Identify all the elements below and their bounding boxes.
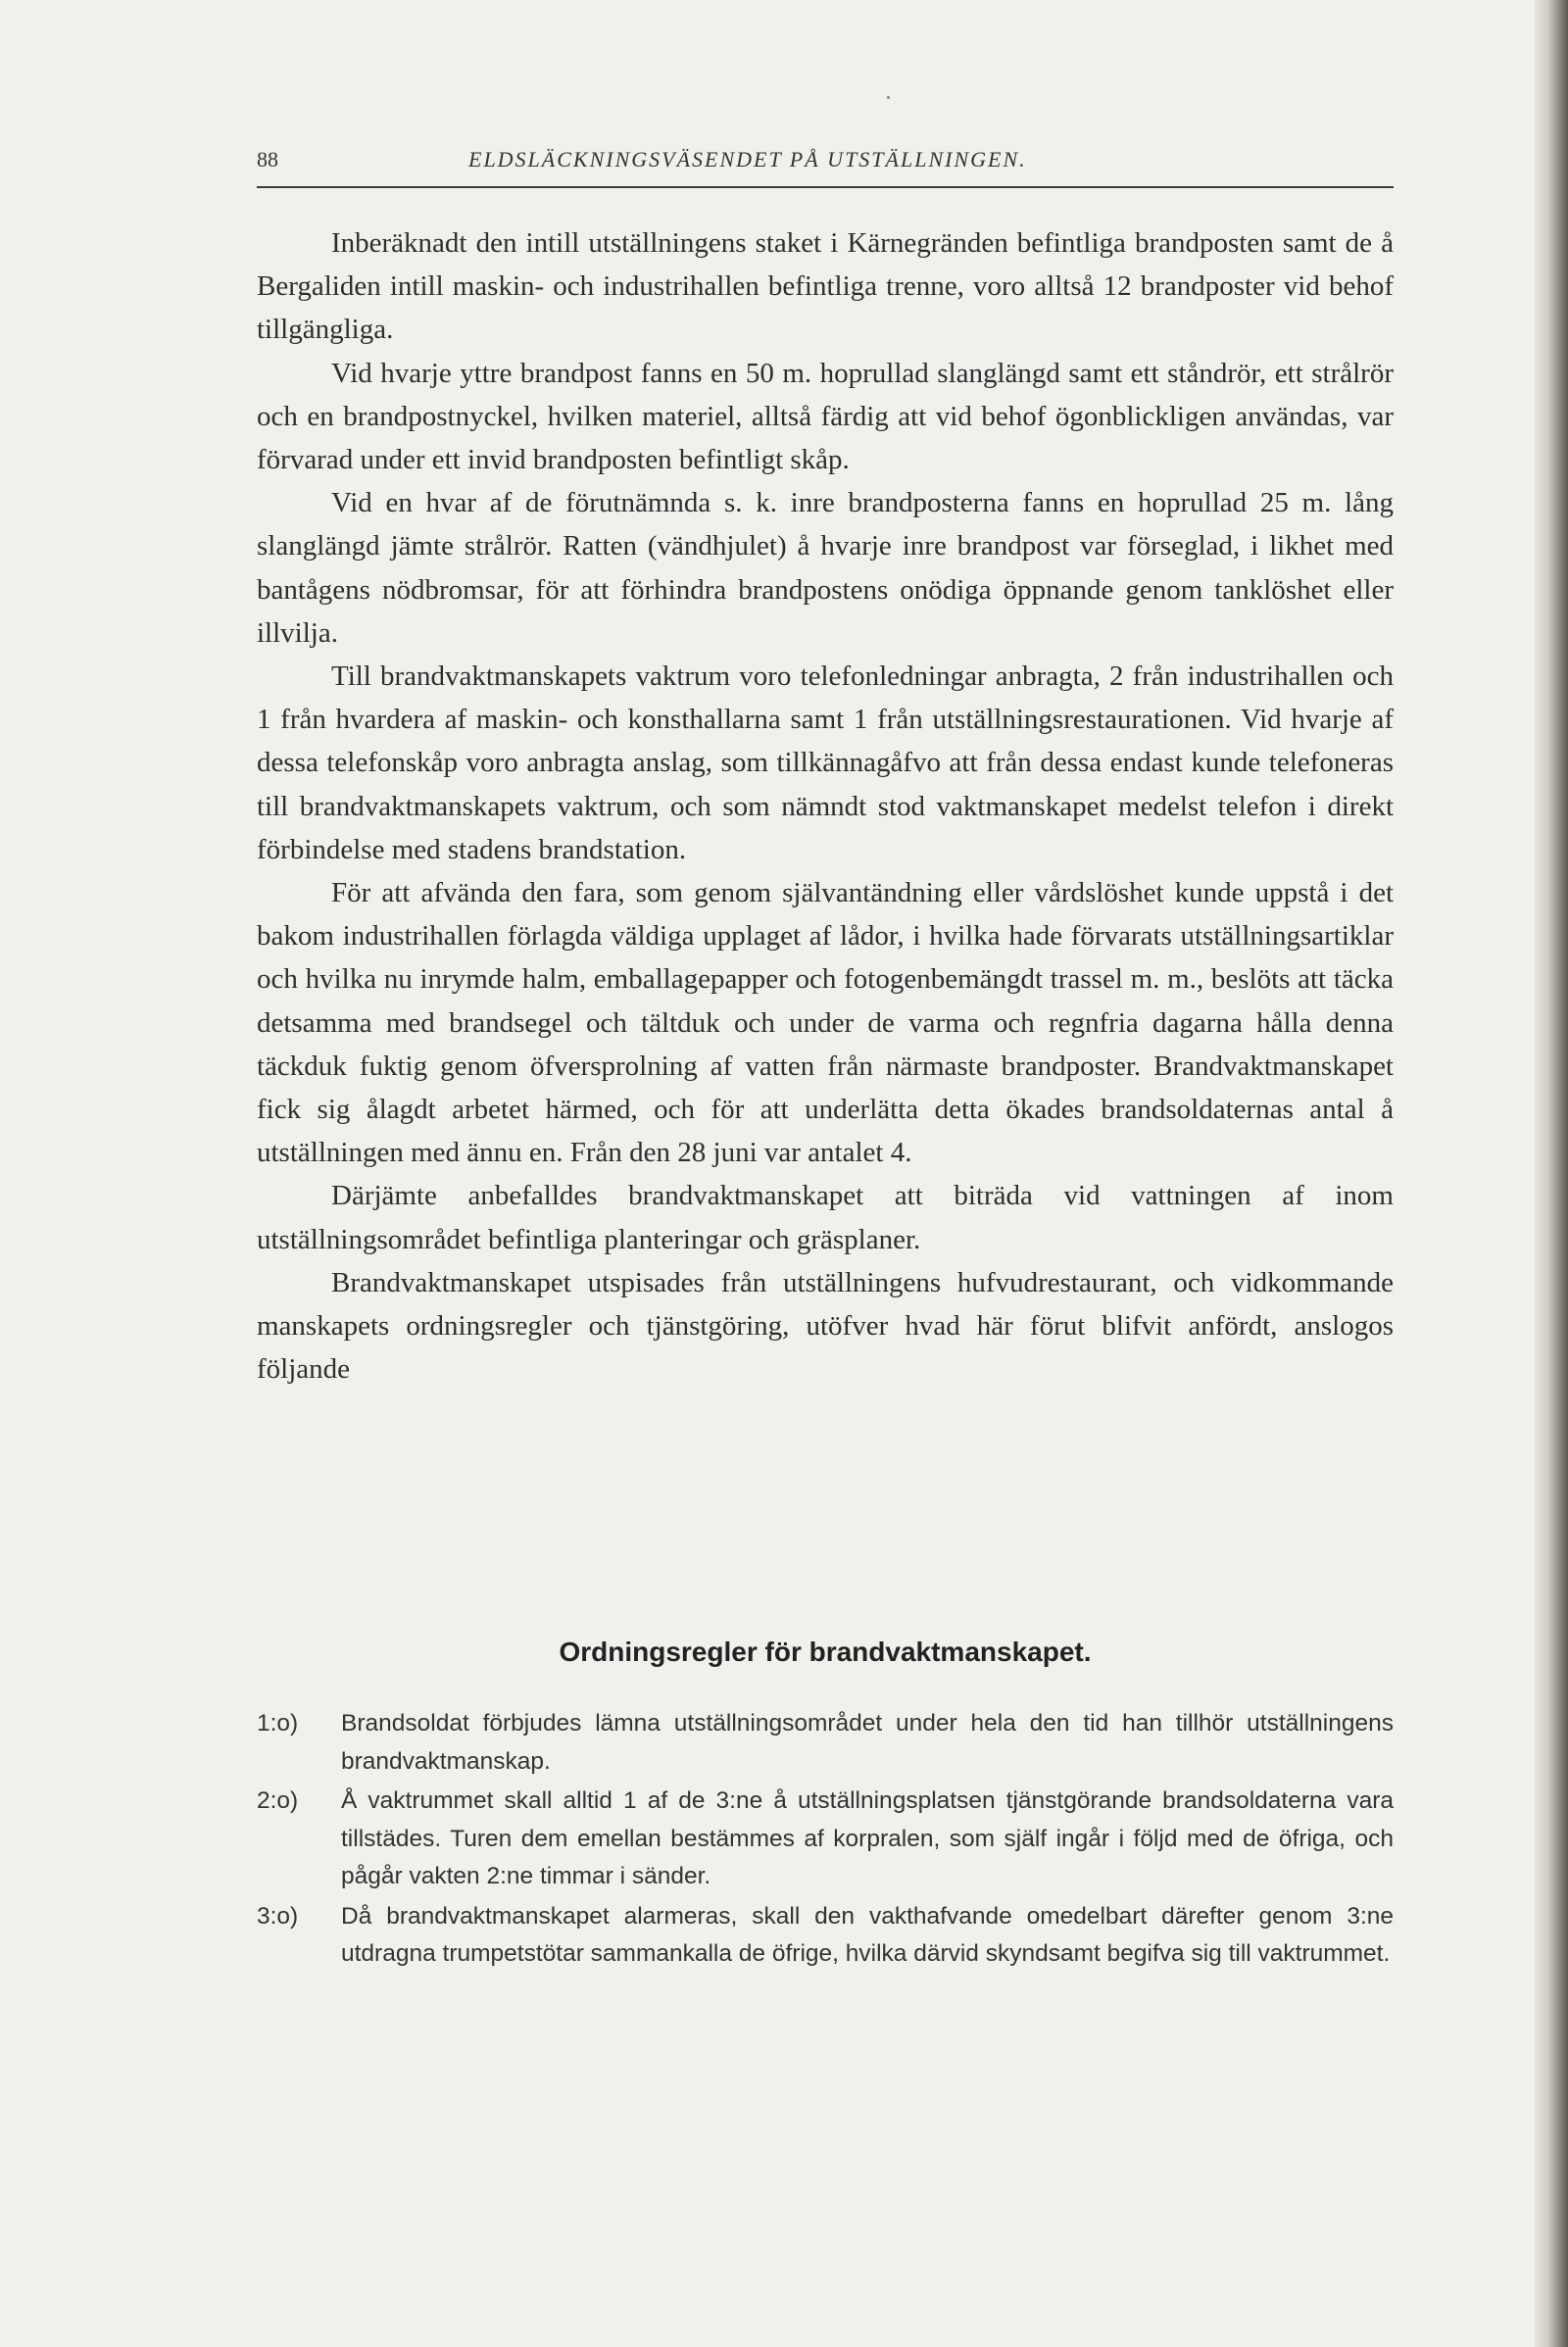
section-heading: Ordningsregler för brandvaktmanskapet. — [559, 1637, 1092, 1667]
rules-list — [257, 1705, 1394, 1976]
page-binding-edge — [1535, 0, 1568, 2347]
rule-number: 3:o) — [257, 1902, 299, 1930]
running-title: ELDSLÄCKNINGSVÄSENDET PÅ UTSTÄLLNINGEN. — [468, 147, 1027, 171]
rule-item — [257, 1898, 1394, 1974]
page-header — [257, 147, 1394, 186]
rule-text: Brandsoldat förbjudes lämna utställningsområdet under hela den tid han tillhör utställningens brandvaktmanskap. — [341, 1710, 1394, 1775]
scan-speck — [887, 96, 890, 99]
rule-text: Då brandvaktmanskapet alarmeras, skall den vakthafvande omedelbart därefter genom 3:ne utdragna trumpetstötar sammankalla de öfrige, hvilka därvid skyndsamt begifva sig till vaktrummet. — [341, 1902, 1394, 1967]
paragraph: Brandvaktmanskapet utspisades från utställningens hufvudrestaurant, och vidkommande manskapets ordningsregler och tjänstgöring, utöfver hvad här förut blifvit anfördt, anslogos följande — [257, 1266, 1394, 1386]
rule-item — [257, 1705, 1394, 1781]
rule-number: 2:o) — [257, 1787, 299, 1814]
paragraph: Inberäknadt den intill utställningens staket i Kärnegränden befintliga brandposten samt de å Bergaliden intill maskin- och industrihallen befintliga trenne, voro alltså 12 brandposter vid behof tillgängliga. — [257, 227, 1394, 346]
rule-number: 1:o) — [257, 1710, 299, 1736]
rule-text: Å vaktrummet skall alltid 1 af de 3:ne å utställningsplatsen tjänstgörande brandsoldaterna vara tillstädes. Turen dem emellan bestämmes af korpralen, som själf ingår i följd med de öfriga, och pågår vakten 2:ne timmar i sänder. — [341, 1787, 1394, 1889]
paragraph: Vid hvarje yttre brandpost fanns en 50 m. hoprullad slanglängd samt ett ståndrör, ett strålrör och en brandpostnyckel, hvilken materiel, alltså färdig att vid behof ögonblickligen användas, var förvarad under ett invid brandposten befintligt skåp. — [257, 357, 1394, 476]
paragraph: Till brandvaktmanskapets vaktrum voro telefonledningar anbragta, 2 från industrihallen och 1 från hvardera af maskin- och konsthallarna samt 1 från utställningsrestaurationen. Vid hvarje af dessa telefonskåp voro anbragta anslag, som tillkännagåfvo att från dessa endast kunde telefoneras till brandvaktmanskapets vaktrum, och som nämndt stod vaktmanskapet medelst telefon i direkt förbindelse med stadens brandstation. — [257, 660, 1394, 865]
body-text — [257, 221, 1394, 1391]
rule-item — [257, 1783, 1394, 1896]
paragraph: Därjämte anbefalldes brandvaktmanskapet att biträda vid vattningen af inom utställningsområdet befintliga planteringar och gräsplaner. — [257, 1180, 1394, 1255]
paragraph: För att afvända den fara, som genom självantändning eller vårdslöshet kunde uppstå i det bakom industrihallen förlagda väldiga upplaget af lådor, i hvilka hade förvarats utställningsartiklar och hvilka nu inrymde halm, emballagepapper och fotogenbemängdt trassel m. m., beslöts att täcka detsamma med brandsegel och tältduk och under de varma och regnfria dagarna hålla denna täckduk fuktig genom öfversprolning af vatten från närmaste brandposter. Brandvaktmanskapet fick sig ålagdt arbetet härmed, och för att underlätta detta ökades brandsoldaternas antal å utställningen med ännu en. Från den 28 juni var antalet 4. — [257, 877, 1394, 1169]
paragraph: Vid en hvar af de förutnämnda s. k. inre brandposterna fanns en hoprullad 25 m. lång slanglängd jämte strålrör. Ratten (vändhjulet) å hvarje inre brandpost var förseglad, i likhet med bantågens nödbromsar, för att förhindra brandpostens onödiga öppnande genom tanklöshet eller illvilja. — [257, 487, 1394, 649]
header-rule — [257, 186, 1394, 188]
page-number: 88 — [257, 147, 278, 171]
